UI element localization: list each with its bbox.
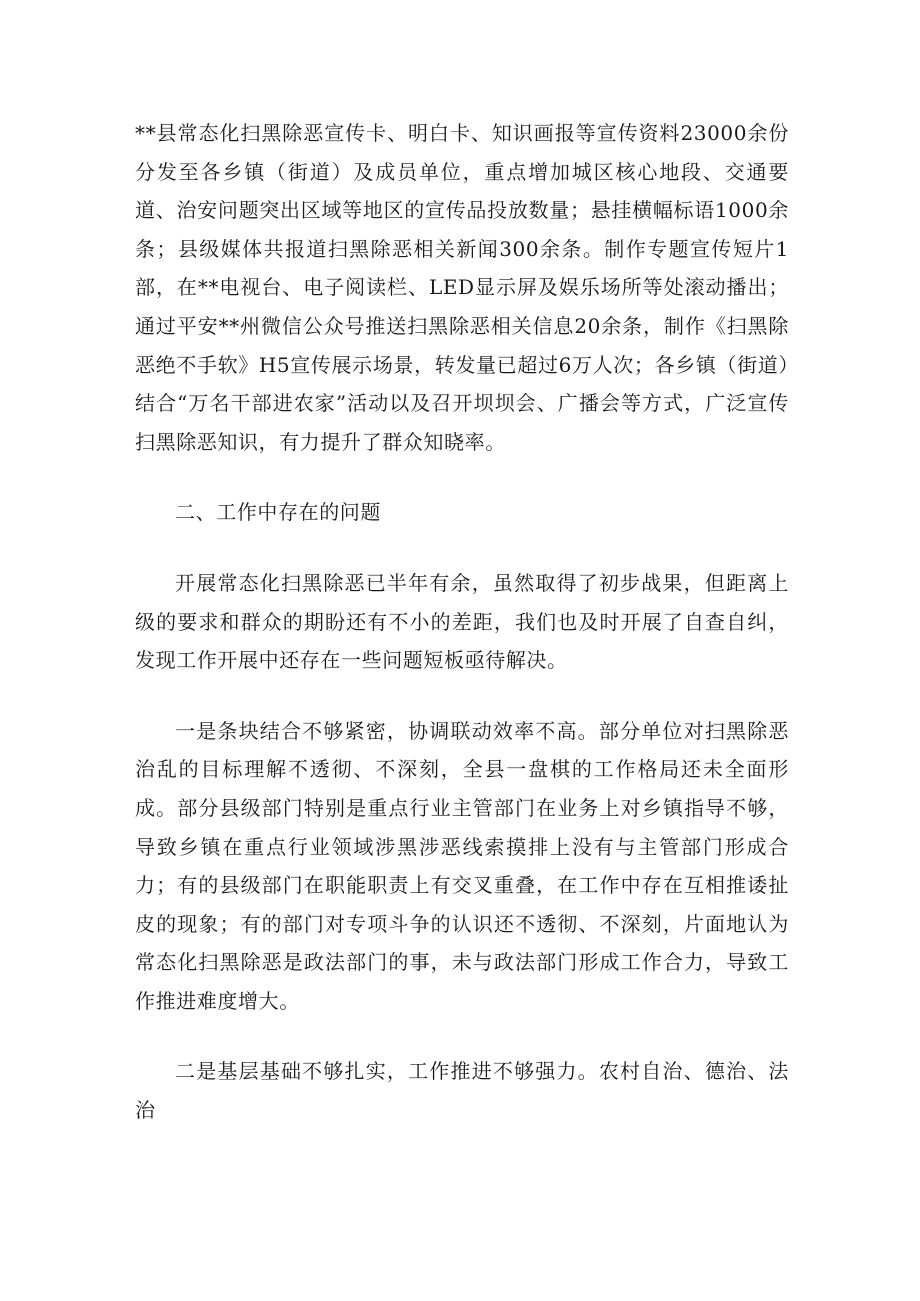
paragraph-problem-two: 二是基层基础不够扎实，工作推进不够强力。农村自治、德治、法治 <box>135 1059 789 1123</box>
paragraph-problems-intro: 开展常态化扫黑除恶已半年有余，虽然取得了初步战果，但距离上级的要求和群众的期盼还有不小的差距，我们也及时开展了自查自纠，发现工作开展中还存在一些问题短板亟待解决。 <box>135 570 789 673</box>
paragraph-publicity-materials: **县常态化扫黑除恶宣传卡、明白卡、知识画报等宣传资料23000余份分发至各乡镇（街道）及成员单位，重点增加城区核心地段、交通要道、治安问题突出区域等地区的宣传品投放数量；悬挂横幅标语1000余条；县级媒体共报道扫黑除恶相关新闻300余条。制作专题宣传短片1部，在**电视台、电子阅读栏、LED显示屏及娱乐场所等处滚动播出；通过平安**州微信公众号推送扫黑除恶相关信息20余条，制作《扫黑除恶绝不手软》H5宣传展示场景，转发量已超过6万人次；各乡镇（街道）结合“万名干部进农家”活动以及召开坝坝会、广播会等方式，广泛宣传扫黑除恶知识，有力提升了群众知晓率。 <box>135 121 789 454</box>
section-heading-problems: 二、工作中存在的问题 <box>175 500 381 525</box>
paragraph-problem-one: 一是条块结合不够紧密，协调联动效率不高。部分单位对扫黑除恶治乱的目标理解不透彻、不深刻，全县一盘棋的工作格局还未全面形成。部分县级部门特别是重点行业主管部门在业务上对乡镇指导不够，导致乡镇在重点行业领域涉黑涉恶线索摸排上没有与主管部门形成合力；有的县级部门在职能职责上有交叉重叠，在工作中存在互相推诿扯皮的现象；有的部门对专项斗争的认识还不透彻、不深刻，片面地认为常态化扫黑除恶是政法部门的事，未与政法部门形成工作合力，导致工作推进难度增大。 <box>135 718 789 1013</box>
document-page <box>135 114 789 1130</box>
